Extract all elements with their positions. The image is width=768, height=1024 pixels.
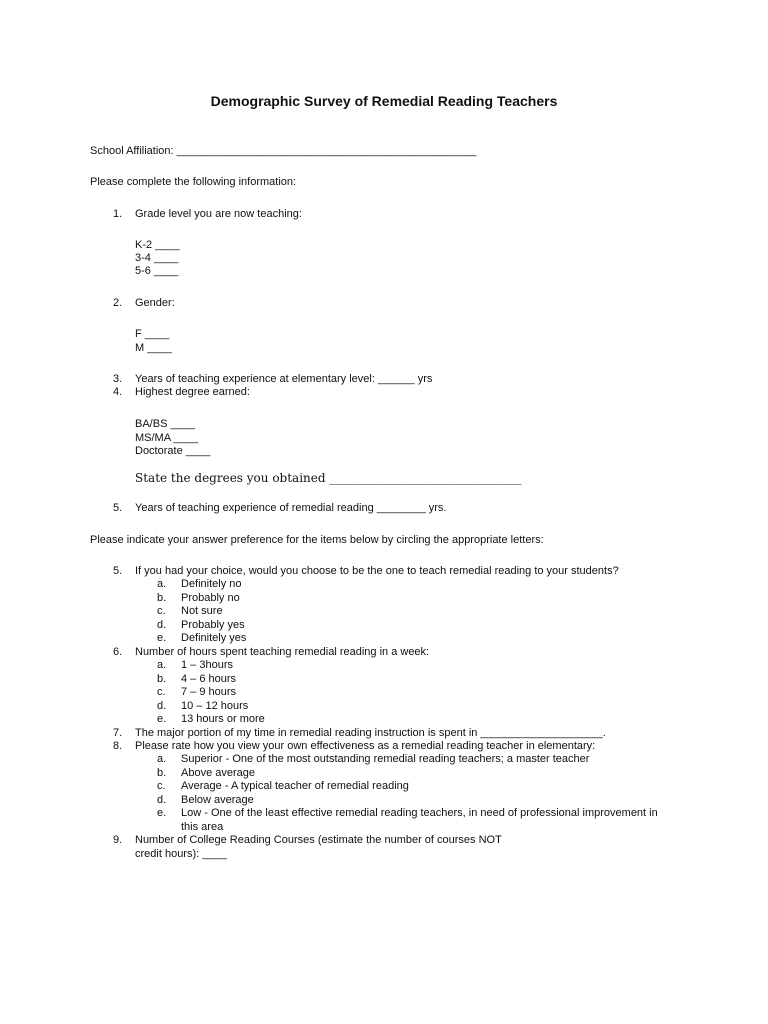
instructions-text: Please indicate your answer preference for the items below by circling the appropriate letters: <box>90 534 544 546</box>
q2-number: 2. <box>113 297 123 309</box>
q6-option-letter: a. <box>157 659 167 671</box>
q5b-option-text: Probably no <box>181 592 240 604</box>
q4-text: Highest degree earned: <box>135 386 250 398</box>
q8-option-letter: e. <box>157 807 167 819</box>
q3-number: 3. <box>113 373 123 385</box>
school-affiliation-line: School Affiliation: _________________________________________________ <box>90 145 477 157</box>
q3-text: Years of teaching experience at elementary level: ______ yrs <box>135 373 433 385</box>
intro-text: Please complete the following information: <box>90 176 297 188</box>
q1-option-34: 3-4 ____ <box>135 252 179 264</box>
q8-option-letter: d. <box>157 794 167 806</box>
q5b-number: 5. <box>113 565 123 577</box>
q5b-option-letter: c. <box>157 605 166 617</box>
q7-text: The major portion of my time in remedial reading instruction is spent in ____________________. <box>135 727 606 739</box>
q8-option-letter: b. <box>157 767 167 779</box>
q5b-option-letter: a. <box>157 578 167 590</box>
q6-text: Number of hours spent teaching remedial reading in a week: <box>135 646 430 658</box>
q9-text: Number of College Reading Courses (estimate the number of courses NOT <box>135 834 502 846</box>
page-title: Demographic Survey of Remedial Reading Teachers <box>210 93 558 109</box>
q6-option-text: 13 hours or more <box>181 713 265 725</box>
q8-option-letter: c. <box>157 780 166 792</box>
q6-number: 6. <box>113 646 123 658</box>
q8-option-text: Above average <box>181 767 255 779</box>
q6-option-text: 10 – 12 hours <box>181 700 249 712</box>
q4-option-doctorate: Doctorate ____ <box>135 445 211 457</box>
q6-option-letter: b. <box>157 673 167 685</box>
q6-option-text: 7 – 9 hours <box>181 686 237 698</box>
q8-option-text-continued: this area <box>181 821 224 833</box>
q8-text: Please rate how you view your own effectiveness as a remedial reading teacher in elementary: <box>135 740 596 752</box>
q5a-text: Years of teaching experience of remedial reading ________ yrs. <box>135 502 447 514</box>
q5b-option-text: Definitely no <box>181 578 242 590</box>
q2-option-f: F ____ <box>135 328 170 340</box>
q4-number: 4. <box>113 386 123 398</box>
q5b-option-text: Not sure <box>181 605 223 617</box>
q2-option-m: M ____ <box>135 342 172 354</box>
q8-option-text: Superior - One of the most outstanding remedial reading teachers; a master teacher <box>181 753 590 765</box>
q5b-option-text: Definitely yes <box>181 632 247 644</box>
q4-option-msma: MS/MA ____ <box>135 432 198 444</box>
q1-option-k2: K-2 ____ <box>135 239 180 251</box>
q8-option-text: Below average <box>181 794 254 806</box>
q2-text: Gender: <box>135 297 175 309</box>
q8-option-text: Average - A typical teacher of remedial reading <box>181 780 409 792</box>
q5b-option-letter: b. <box>157 592 167 604</box>
degrees-obtained-line: State the degrees you obtained ________________________________ <box>135 471 522 485</box>
q5b-option-letter: e. <box>157 632 167 644</box>
q5b-text: If you had your choice, would you choose to be the one to teach remedial reading to your students? <box>135 565 619 577</box>
q6-option-text: 4 – 6 hours <box>181 673 237 685</box>
q9-text-continued: credit hours): ____ <box>135 848 227 860</box>
q4-option-babs: BA/BS ____ <box>135 418 195 430</box>
q7-number: 7. <box>113 727 123 739</box>
q1-text: Grade level you are now teaching: <box>135 208 302 220</box>
q1-number: 1. <box>113 208 123 220</box>
q5b-option-letter: d. <box>157 619 167 631</box>
q6-option-letter: d. <box>157 700 167 712</box>
q5b-option-text: Probably yes <box>181 619 245 631</box>
q8-number: 8. <box>113 740 123 752</box>
q8-option-text: Low - One of the least effective remedial reading teachers, in need of professional improvement in <box>181 807 658 819</box>
q5a-number: 5. <box>113 502 123 514</box>
q6-option-letter: c. <box>157 686 166 698</box>
q8-option-letter: a. <box>157 753 167 765</box>
q6-option-letter: e. <box>157 713 167 725</box>
q9-number: 9. <box>113 834 123 846</box>
q6-option-text: 1 – 3hours <box>181 659 233 671</box>
q1-option-56: 5-6 ____ <box>135 265 179 277</box>
